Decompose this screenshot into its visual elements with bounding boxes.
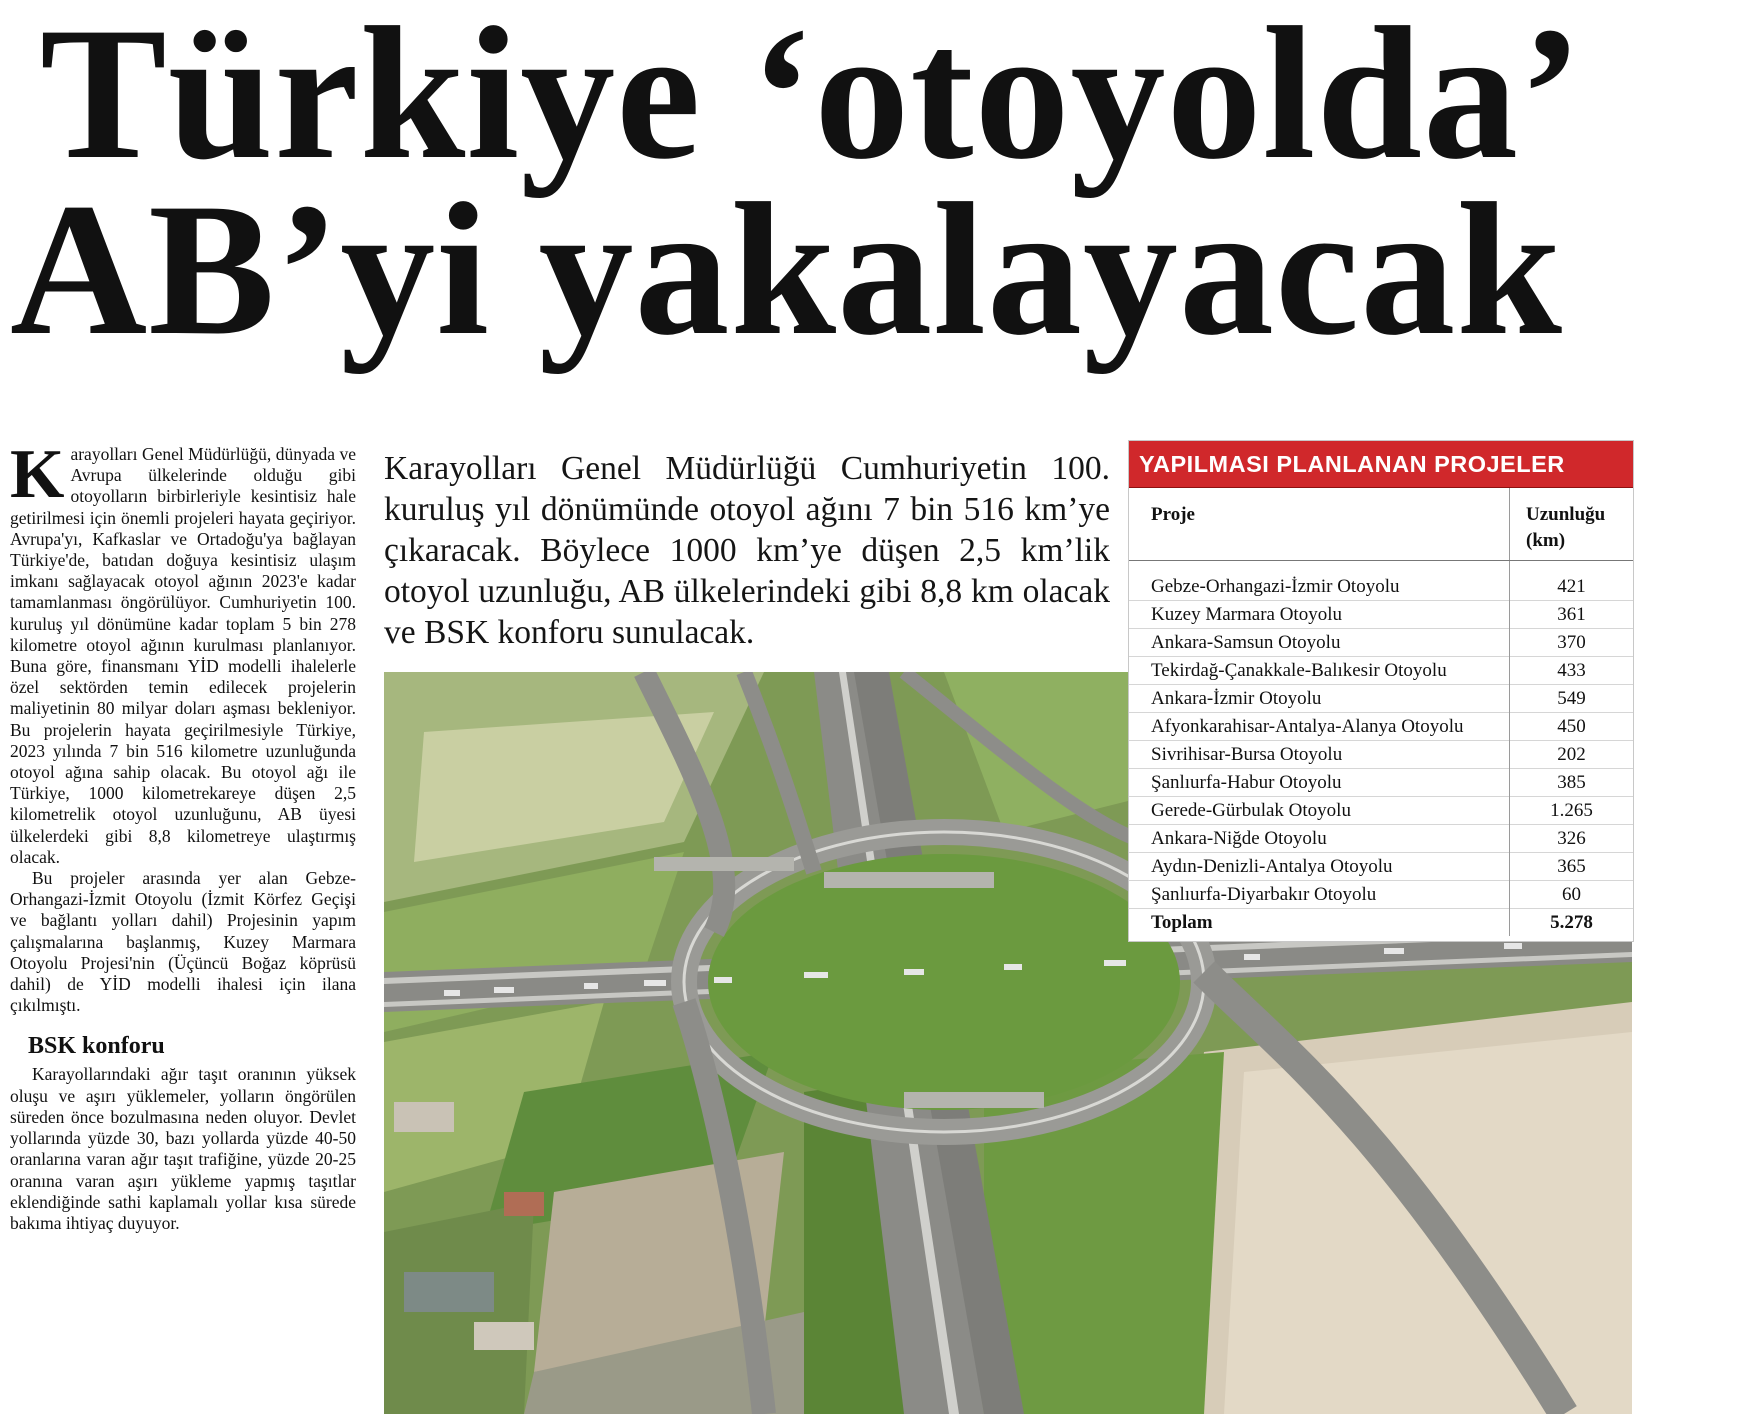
- table-row: [1129, 825, 1633, 853]
- paragraph-2: Bu projeler arasında yer alan Gebze-Orhangazi-İzmit Otoyolu (İzmit Körfez Geçişi ve bağlantı yolları dahil) Projesinin yapım çalışmalarına başlanmış, Kuzey Marmara Otoyolu Projesi'nin (Üçüncü Boğaz köprüsü dahil) de YİD modelli ihalesi için ilana çıkılmıştı.: [10, 868, 356, 1016]
- project-name-cell: Gebze-Orhangazi-İzmir Otoyolu: [1151, 575, 1400, 597]
- table-row: [1129, 797, 1633, 825]
- project-name-cell: Şanlıurfa-Habur Otoyolu: [1129, 769, 1510, 797]
- project-name-cell: Ankara-İzmir Otoyolu: [1129, 685, 1510, 713]
- project-name-cell: Kuzey Marmara Otoyolu: [1129, 601, 1510, 629]
- project-name-cell: Şanlıurfa-Diyarbakır Otoyolu: [1129, 881, 1510, 909]
- project-length-cell: 202: [1510, 741, 1634, 769]
- total-length-cell: 5.278: [1510, 909, 1634, 937]
- project-length-cell: 370: [1510, 629, 1634, 657]
- headline-line-2: AB’yi yakalayacak: [10, 165, 1563, 375]
- project-length-cell: 450: [1510, 713, 1634, 741]
- projects-table-body: [1129, 561, 1633, 937]
- table-row: [1129, 629, 1633, 657]
- project-name-cell: Aydın-Denizli-Antalya Otoyolu: [1129, 853, 1510, 881]
- projects-table: [1129, 488, 1633, 936]
- headline-line-1: Türkiye ‘otoyolda’: [40, 0, 1584, 199]
- project-name-cell: Ankara-Samsun Otoyolu: [1129, 629, 1510, 657]
- paragraph-1-text: arayolları Genel Müdürlüğü, dünyada ve Avrupa ülkelerinde olduğu gibi otoyolların birbirleriyle kesintisiz hale getirilmesi için önemli projeleri hayata geçiriyor. Avrupa'yı, Kafkaslar ve Ortadoğu'ya bağlayan Türkiye'de, batıdan doğuya kesintisiz ulaşım imkanı sağlayacak otoyol ağının 2023'e kadar tamamlanması öngörülüyor. Cumhuriyetin 100. kuruluş yıl dönümüne kadar toplam 5 bin 278 kilometre otoyol ağının kurulması planlanıyor. Buna göre, finansmanı YİD modelli ihalelerle özel sektörden temin edilecek projelerin maliyetinin 80 milyar doları aşması bekleniyor. Bu projelerin hayata geçirilmesiyle Türkiye, 2023 yılında 7 bin 516 kilometre uzunluğunda otoyol ağına sahip olacak. Bu otoyol ağı ile Türkiye, 1000 kilometrekareye düşen 2,5 kilometrelik otoyol uzunluğunu, AB üyesi ülkelerdeki gibi 8,8 kilometreye ulaştırmış olacak.: [10, 444, 356, 867]
- projects-table-title: YAPILMASI PLANLANAN PROJELER: [1129, 441, 1633, 488]
- column-header-length: Uzunluğu (km): [1510, 488, 1634, 561]
- project-length-cell: 385: [1510, 769, 1634, 797]
- project-length-cell: 361: [1510, 601, 1634, 629]
- project-name-cell: Afyonkarahisar-Antalya-Alanya Otoyolu: [1129, 713, 1510, 741]
- project-length-cell: 365: [1510, 853, 1634, 881]
- table-row: [1129, 853, 1633, 881]
- table-row: [1129, 601, 1633, 629]
- paragraph-1: [10, 436, 356, 868]
- table-header-row: [1129, 488, 1633, 561]
- project-name-cell: Tekirdağ-Çanakkale-Balıkesir Otoyolu: [1129, 657, 1510, 685]
- project-length-cell: 549: [1510, 685, 1634, 713]
- total-label-cell: Toplam: [1129, 909, 1510, 937]
- project-length-cell: 421: [1510, 561, 1634, 601]
- headline: [10, 0, 1730, 375]
- table-row: [1129, 713, 1633, 741]
- table-row: [1129, 769, 1633, 797]
- column-header-project: Proje: [1129, 488, 1510, 561]
- article-body: [10, 436, 356, 1234]
- project-length-cell: 1.265: [1510, 797, 1634, 825]
- table-row: [1129, 741, 1633, 769]
- project-length-cell: 326: [1510, 825, 1634, 853]
- lead-paragraph: Karayolları Genel Müdürlüğü Cumhuriyetin 100. kuruluş yıl dönümünde otoyol ağını 7 bin 516 km’ye çıkaracak. Böylece 1000 km’ye düşen 2,5 km’lik otoyol uzunluğu, AB ülkelerindeki gibi 8,8 km olacak ve BSK konforu sunulacak.: [384, 450, 1110, 651]
- project-length-cell: 433: [1510, 657, 1634, 685]
- table-row: [1129, 561, 1633, 601]
- table-row: [1129, 685, 1633, 713]
- projects-table-box: [1128, 440, 1634, 942]
- table-row: [1129, 657, 1633, 685]
- drop-cap: K: [10, 436, 65, 513]
- subheading-bsk: BSK konforu: [28, 1033, 165, 1060]
- paragraph-3: Karayollarındaki ağır taşıt oranının yüksek oluşu ve aşırı yüklemeler, yolların öngörülen süreden önce bozulmasına neden oluyor. Devlet yollarında yüzde 30, bazı yollarda yüzde 40-50 oranlarına varan ağır taşıt trafiğine, yüzde 20-25 oranına varan aşırı yükleme yapmış taşıtlar eklendiğinde sathi kaplamalı yollar kısa sürede bakıma ihtiyaç duyuyor.: [10, 1064, 356, 1233]
- table-row: [1129, 881, 1633, 909]
- project-length-cell: 60: [1510, 881, 1634, 909]
- table-total-row: [1129, 909, 1633, 937]
- project-name-cell: Sivrihisar-Bursa Otoyolu: [1129, 741, 1510, 769]
- project-name-cell: Ankara-Niğde Otoyolu: [1129, 825, 1510, 853]
- project-name-cell: Gerede-Gürbulak Otoyolu: [1129, 797, 1510, 825]
